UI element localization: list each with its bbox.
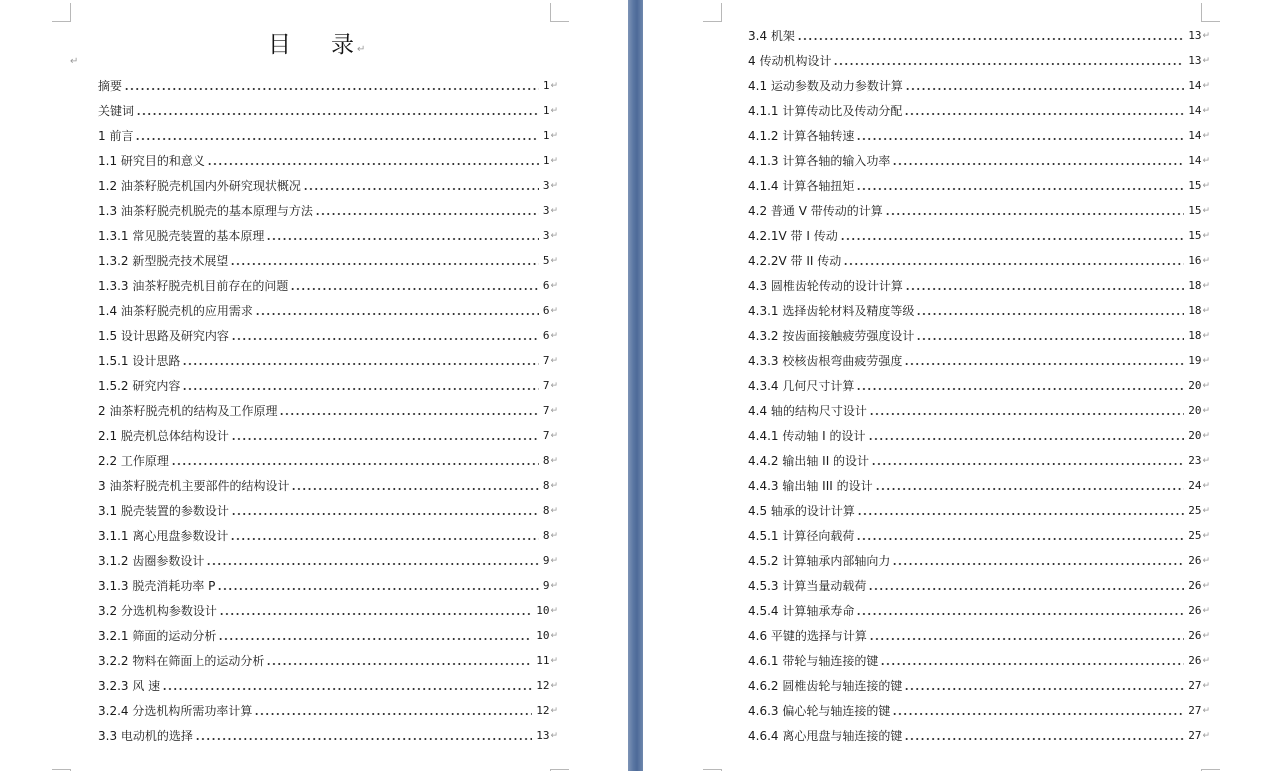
toc-entry-label: 1.5.2 研究内容 xyxy=(98,379,181,393)
toc-entry-label: 3.1.1 离心甩盘参数设计 xyxy=(98,529,229,543)
toc-entry-page: 14 xyxy=(1188,79,1202,92)
paragraph-mark-icon: ↵ xyxy=(550,655,558,666)
toc-entry[interactable] xyxy=(98,573,558,598)
toc-entry[interactable] xyxy=(98,398,558,423)
toc-entry-label: 4.5.4 计算轴承寿命 xyxy=(748,604,855,618)
toc-dot-leader xyxy=(171,463,539,465)
toc-entry-label: 1.3 油茶籽脱壳机脱壳的基本原理与方法 xyxy=(98,204,313,218)
toc-entry-page: 27 xyxy=(1188,729,1202,742)
toc-entry-label: 4.2 普通 V 带传动的计算 xyxy=(748,204,883,218)
paragraph-mark-icon: ↵ xyxy=(1202,580,1210,591)
paragraph-mark-icon: ↵ xyxy=(1202,505,1210,516)
toc-entry-page: 6 xyxy=(542,329,550,342)
paragraph-mark-icon: ↵ xyxy=(1202,280,1210,291)
toc-entry-page: 10 xyxy=(536,604,550,617)
toc-entry-page: 6 xyxy=(542,304,550,317)
toc-entry-page: 7 xyxy=(542,429,550,442)
paragraph-mark-icon: ↵ xyxy=(550,255,558,266)
toc-entry[interactable] xyxy=(98,623,558,648)
paragraph-mark-icon: ↵ xyxy=(550,530,558,541)
paragraph-mark-icon: ↵ xyxy=(1202,330,1210,341)
toc-entry-page: 24 xyxy=(1188,479,1202,492)
paragraph-mark-icon: ↵ xyxy=(1202,355,1210,366)
toc-entry-label: 4.1 运动参数及动力参数计算 xyxy=(748,79,903,93)
toc-entry-label: 4.1.4 计算各轴扭矩 xyxy=(748,179,855,193)
toc-entry[interactable] xyxy=(98,198,558,223)
toc-dot-leader xyxy=(856,138,1184,140)
toc-entry-page: 15 xyxy=(1188,229,1202,242)
toc-entry[interactable] xyxy=(98,323,558,348)
toc-dot-leader xyxy=(856,188,1184,190)
toc-entry-page: 26 xyxy=(1188,579,1202,592)
toc-dot-leader xyxy=(195,738,532,740)
toc-dot-leader xyxy=(871,463,1184,465)
toc-entry-label: 4.3.1 选择齿轮材料及精度等级 xyxy=(748,304,915,318)
toc-entry[interactable] xyxy=(748,48,1210,73)
paragraph-mark-icon: ↵ xyxy=(550,705,558,716)
toc-dot-leader xyxy=(892,713,1184,715)
toc-entry-label: 4.6.3 偏心轮与轴连接的键 xyxy=(748,704,891,718)
toc-dot-leader xyxy=(136,113,539,115)
toc-entry-label: 1.1 研究目的和意义 xyxy=(98,154,205,168)
paragraph-mark-icon: ↵ xyxy=(550,280,558,291)
paragraph-mark-icon: ↵ xyxy=(1202,205,1210,216)
toc-entry[interactable] xyxy=(748,473,1210,498)
toc-entry[interactable] xyxy=(98,123,558,148)
toc-dot-leader xyxy=(856,538,1184,540)
toc-entry[interactable] xyxy=(748,398,1210,423)
toc-entry-page: 8 xyxy=(542,454,550,467)
toc-dot-leader xyxy=(266,663,532,665)
toc-entry-page: 5 xyxy=(542,254,550,267)
toc-dot-leader xyxy=(904,738,1184,740)
toc-entry[interactable] xyxy=(98,698,558,723)
paragraph-mark-icon: ↵ xyxy=(1202,680,1210,691)
paragraph-mark-icon: ↵ xyxy=(550,305,558,316)
toc-dot-leader xyxy=(303,188,539,190)
toc-entry-label: 1.5 设计思路及研究内容 xyxy=(98,329,229,343)
toc-entry[interactable] xyxy=(748,698,1210,723)
toc-dot-leader xyxy=(255,313,539,315)
toc-entry-page: 25 xyxy=(1188,504,1202,517)
toc-entry[interactable] xyxy=(748,123,1210,148)
toc-dot-leader xyxy=(162,688,532,690)
toc-dot-leader xyxy=(207,163,539,165)
toc-entry-label: 3.1.2 齿圈参数设计 xyxy=(98,554,205,568)
toc-entry-page: 3 xyxy=(542,229,550,242)
toc-entry[interactable] xyxy=(98,448,558,473)
toc-entry[interactable] xyxy=(98,98,558,123)
toc-title xyxy=(268,26,365,59)
toc-entry[interactable] xyxy=(98,173,558,198)
paragraph-mark-icon: ↵ xyxy=(1202,455,1210,466)
paragraph-mark-icon: ↵ xyxy=(1202,405,1210,416)
toc-entry-page: 27 xyxy=(1188,704,1202,717)
toc-dot-leader xyxy=(885,213,1184,215)
toc-entry-page: 8 xyxy=(542,529,550,542)
page-gutter xyxy=(628,0,643,771)
toc-entry-page: 7 xyxy=(542,379,550,392)
paragraph-mark-icon: ↵ xyxy=(550,380,558,391)
toc-entry-label: 关键词 xyxy=(98,104,135,118)
toc-entry-page: 9 xyxy=(542,579,550,592)
toc-dot-leader xyxy=(315,213,539,215)
toc-entry[interactable] xyxy=(98,348,558,373)
toc-entry[interactable] xyxy=(748,648,1210,673)
toc-dot-leader xyxy=(833,63,1184,65)
toc-entry-page: 14 xyxy=(1188,104,1202,117)
toc-entry[interactable] xyxy=(748,523,1210,548)
toc-entry-label: 4.2.1V 带 I 传动 xyxy=(748,229,838,243)
toc-entry-label: 3.2.1 筛面的运动分析 xyxy=(98,629,217,643)
toc-dot-leader xyxy=(916,313,1184,315)
toc-entry-label: 3.2.2 物料在筛面上的运动分析 xyxy=(98,654,265,668)
toc-entry[interactable] xyxy=(748,298,1210,323)
paragraph-mark-icon: ↵ xyxy=(550,630,558,641)
toc-dot-leader xyxy=(217,588,538,590)
toc-entry[interactable] xyxy=(748,623,1210,648)
toc-dot-leader xyxy=(904,363,1184,365)
toc-list-right xyxy=(748,23,1210,748)
toc-dot-leader xyxy=(875,488,1185,490)
toc-entry-label: 4.6.4 离心甩盘与轴连接的键 xyxy=(748,729,903,743)
paragraph-mark-icon: ↵ xyxy=(1202,430,1210,441)
toc-dot-leader xyxy=(904,688,1184,690)
toc-entry-label: 1.5.1 设计思路 xyxy=(98,354,181,368)
toc-dot-leader xyxy=(892,163,1184,165)
paragraph-mark-icon: ↵ xyxy=(1202,180,1210,191)
toc-entry[interactable] xyxy=(748,373,1210,398)
paragraph-mark-icon: ↵ xyxy=(70,56,79,67)
toc-dot-leader xyxy=(231,338,539,340)
toc-dot-leader xyxy=(135,138,538,140)
toc-entry-label: 4.5.3 计算当量动载荷 xyxy=(748,579,867,593)
toc-dot-leader xyxy=(254,713,532,715)
toc-entry[interactable] xyxy=(748,448,1210,473)
toc-entry-page: 10 xyxy=(536,629,550,642)
toc-entry-label: 1.3.3 油茶籽脱壳机目前存在的问题 xyxy=(98,279,289,293)
toc-entry-page: 18 xyxy=(1188,279,1202,292)
toc-entry-page: 7 xyxy=(542,404,550,417)
toc-dot-leader xyxy=(869,638,1184,640)
toc-entry[interactable] xyxy=(98,273,558,298)
toc-entry-page: 6 xyxy=(542,279,550,292)
toc-entry-page: 12 xyxy=(536,704,550,717)
toc-entry-page: 8 xyxy=(542,479,550,492)
toc-entry[interactable] xyxy=(98,148,558,173)
paragraph-mark-icon: ↵ xyxy=(1202,530,1210,541)
toc-entry-page: 13 xyxy=(1188,29,1202,42)
toc-entry-label: 3.1 脱壳装置的参数设计 xyxy=(98,504,229,518)
toc-entry[interactable] xyxy=(748,73,1210,98)
toc-entry-page: 8 xyxy=(542,504,550,517)
crop-mark-top-left xyxy=(703,3,722,22)
toc-entry-label: 3.3 电动机的选择 xyxy=(98,729,193,743)
toc-entry[interactable] xyxy=(98,223,558,248)
toc-entry-label: 4.1.1 计算传动比及传动分配 xyxy=(748,104,903,118)
paragraph-mark-icon: ↵ xyxy=(550,455,558,466)
toc-title-char-2: 录 xyxy=(331,32,356,58)
toc-entry-page: 1 xyxy=(542,154,550,167)
toc-entry-page: 15 xyxy=(1188,179,1202,192)
paragraph-mark-icon: ↵ xyxy=(1202,130,1210,141)
toc-dot-leader xyxy=(869,413,1184,415)
paragraph-mark-icon: ↵ xyxy=(1202,480,1210,491)
toc-dot-leader xyxy=(218,638,532,640)
toc-dot-leader xyxy=(206,563,538,565)
toc-entry-label: 4.4.1 传动轴 I 的设计 xyxy=(748,429,866,443)
toc-entry-label: 4.6.2 圆椎齿轮与轴连接的键 xyxy=(748,679,903,693)
toc-entry[interactable] xyxy=(98,723,558,748)
toc-entry-page: 23 xyxy=(1188,454,1202,467)
paragraph-mark-icon: ↵ xyxy=(550,505,558,516)
toc-entry-page: 1 xyxy=(542,79,550,92)
toc-entry[interactable] xyxy=(748,323,1210,348)
paragraph-mark-icon: ↵ xyxy=(1202,255,1210,266)
toc-dot-leader xyxy=(880,663,1184,665)
toc-entry-label: 摘要 xyxy=(98,79,123,93)
toc-entry-page: 20 xyxy=(1188,404,1202,417)
paragraph-mark-icon: ↵ xyxy=(550,405,558,416)
paragraph-mark-icon: ↵ xyxy=(550,105,558,116)
toc-entry-label: 3 油茶籽脱壳机主要部件的结构设计 xyxy=(98,479,290,493)
paragraph-mark-icon: ↵ xyxy=(550,180,558,191)
toc-entry-page: 13 xyxy=(536,729,550,742)
paragraph-mark-icon: ↵ xyxy=(1202,605,1210,616)
toc-entry[interactable] xyxy=(748,723,1210,748)
paragraph-mark-icon: ↵ xyxy=(1202,380,1210,391)
toc-entry[interactable] xyxy=(748,98,1210,123)
toc-entry-page: 3 xyxy=(542,179,550,192)
paragraph-mark-icon: ↵ xyxy=(357,44,366,55)
paragraph-mark-icon: ↵ xyxy=(550,680,558,691)
toc-entry[interactable] xyxy=(748,223,1210,248)
paragraph-mark-icon: ↵ xyxy=(1202,155,1210,166)
toc-dot-leader xyxy=(905,288,1184,290)
toc-dot-leader xyxy=(904,113,1184,115)
toc-entry-label: 3.2.4 分选机构所需功率计算 xyxy=(98,704,253,718)
toc-entry-label: 1.4 油茶籽脱壳机的应用需求 xyxy=(98,304,253,318)
paragraph-mark-icon: ↵ xyxy=(550,480,558,491)
toc-dot-leader xyxy=(840,238,1184,240)
toc-entry-page: 7 xyxy=(542,354,550,367)
toc-dot-leader xyxy=(231,438,539,440)
toc-entry-page: 13 xyxy=(1188,54,1202,67)
toc-entry-label: 1 前言 xyxy=(98,129,134,143)
toc-dot-leader xyxy=(182,388,538,390)
toc-entry[interactable] xyxy=(748,273,1210,298)
toc-entry-label: 4.5.1 计算径向载荷 xyxy=(748,529,855,543)
paragraph-mark-icon: ↵ xyxy=(550,330,558,341)
toc-entry[interactable] xyxy=(98,548,558,573)
toc-dot-leader xyxy=(231,513,539,515)
toc-entry-page: 20 xyxy=(1188,429,1202,442)
paragraph-mark-icon: ↵ xyxy=(550,230,558,241)
toc-entry[interactable] xyxy=(748,573,1210,598)
toc-entry-label: 4.2.2V 带 II 传动 xyxy=(748,254,842,268)
paragraph-mark-icon: ↵ xyxy=(1202,80,1210,91)
paragraph-mark-icon: ↵ xyxy=(1202,630,1210,641)
toc-entry-page: 26 xyxy=(1188,629,1202,642)
toc-entry[interactable] xyxy=(98,473,558,498)
toc-entry-label: 4.3.2 按齿面接触疲劳强度设计 xyxy=(748,329,915,343)
toc-entry-page: 9 xyxy=(542,554,550,567)
toc-entry[interactable] xyxy=(748,498,1210,523)
toc-title-char-1: 目 xyxy=(268,32,293,58)
toc-entry[interactable] xyxy=(748,23,1210,48)
toc-entry-page: 26 xyxy=(1188,554,1202,567)
toc-entry[interactable] xyxy=(98,73,558,98)
toc-entry-page: 26 xyxy=(1188,604,1202,617)
toc-entry[interactable] xyxy=(748,673,1210,698)
toc-dot-leader xyxy=(916,338,1184,340)
paragraph-mark-icon: ↵ xyxy=(1202,705,1210,716)
toc-list-left xyxy=(98,73,558,748)
toc-entry[interactable] xyxy=(748,348,1210,373)
toc-dot-leader xyxy=(797,38,1184,40)
paragraph-mark-icon: ↵ xyxy=(550,730,558,741)
paragraph-mark-icon: ↵ xyxy=(550,355,558,366)
toc-entry-label: 4.5.2 计算轴承内部轴向力 xyxy=(748,554,891,568)
paragraph-mark-icon: ↵ xyxy=(550,555,558,566)
toc-dot-leader xyxy=(266,238,538,240)
toc-entry-label: 4.3.4 几何尺寸计算 xyxy=(748,379,855,393)
toc-entry-label: 1.3.2 新型脱壳技术展望 xyxy=(98,254,229,268)
toc-entry-label: 1.2 油茶籽脱壳机国内外研究现状概况 xyxy=(98,179,301,193)
page-left xyxy=(0,0,628,771)
toc-entry[interactable] xyxy=(98,248,558,273)
toc-entry-label: 3.1.3 脱壳消耗功率 P xyxy=(98,579,216,593)
toc-entry-label: 3.2.3 风 速 xyxy=(98,679,161,693)
toc-entry-page: 18 xyxy=(1188,304,1202,317)
toc-entry-page: 16 xyxy=(1188,254,1202,267)
paragraph-mark-icon: ↵ xyxy=(550,205,558,216)
toc-dot-leader xyxy=(857,513,1184,515)
toc-entry[interactable] xyxy=(748,548,1210,573)
toc-entry-page: 15 xyxy=(1188,204,1202,217)
toc-entry-label: 2.2 工作原理 xyxy=(98,454,169,468)
toc-entry-label: 4.3.3 校核齿根弯曲疲劳强度 xyxy=(748,354,903,368)
toc-entry-label: 4.3 圆椎齿轮传动的设计计算 xyxy=(748,279,903,293)
toc-entry-label: 4.5 轴承的设计计算 xyxy=(748,504,855,518)
toc-entry-page: 18 xyxy=(1188,329,1202,342)
crop-mark-top-right xyxy=(550,3,569,22)
paragraph-mark-icon: ↵ xyxy=(1202,555,1210,566)
toc-entry[interactable] xyxy=(748,423,1210,448)
toc-entry-label: 2 油茶籽脱壳机的结构及工作原理 xyxy=(98,404,278,418)
toc-dot-leader xyxy=(892,563,1184,565)
toc-entry-page: 1 xyxy=(542,104,550,117)
paragraph-mark-icon: ↵ xyxy=(1202,305,1210,316)
toc-dot-leader xyxy=(856,388,1184,390)
toc-entry-label: 4.4.3 输出轴 III 的设计 xyxy=(748,479,873,493)
crop-mark-top-left xyxy=(52,3,71,22)
paragraph-mark-icon: ↵ xyxy=(1202,30,1210,41)
toc-dot-leader xyxy=(230,263,538,265)
paragraph-mark-icon: ↵ xyxy=(550,605,558,616)
toc-dot-leader xyxy=(868,438,1185,440)
toc-dot-leader xyxy=(868,588,1184,590)
toc-entry[interactable] xyxy=(98,298,558,323)
toc-entry-page: 11 xyxy=(536,654,550,667)
toc-entry[interactable] xyxy=(748,173,1210,198)
toc-entry[interactable] xyxy=(98,373,558,398)
toc-entry[interactable] xyxy=(98,673,558,698)
toc-entry-page: 3 xyxy=(542,204,550,217)
toc-entry-page: 27 xyxy=(1188,679,1202,692)
toc-dot-leader xyxy=(279,413,538,415)
toc-entry-label: 2.1 脱壳机总体结构设计 xyxy=(98,429,229,443)
paragraph-mark-icon: ↵ xyxy=(550,580,558,591)
toc-entry-label: 4.6.1 带轮与轴连接的键 xyxy=(748,654,879,668)
paragraph-mark-icon: ↵ xyxy=(1202,105,1210,116)
toc-entry-label: 4.6 平键的选择与计算 xyxy=(748,629,867,643)
toc-entry[interactable] xyxy=(98,423,558,448)
toc-entry-label: 4.4 轴的结构尺寸设计 xyxy=(748,404,867,418)
paragraph-mark-icon: ↵ xyxy=(1202,55,1210,66)
toc-entry[interactable] xyxy=(748,148,1210,173)
toc-entry-page: 14 xyxy=(1188,129,1202,142)
paragraph-mark-icon: ↵ xyxy=(1202,730,1210,741)
toc-entry[interactable] xyxy=(98,598,558,623)
toc-entry[interactable] xyxy=(748,248,1210,273)
toc-dot-leader xyxy=(124,88,539,90)
crop-mark-top-right xyxy=(1201,3,1220,22)
toc-entry-page: 26 xyxy=(1188,654,1202,667)
toc-entry-page: 12 xyxy=(536,679,550,692)
toc-entry-page: 20 xyxy=(1188,379,1202,392)
toc-entry[interactable] xyxy=(98,523,558,548)
paragraph-mark-icon: ↵ xyxy=(1202,230,1210,241)
paragraph-mark-icon: ↵ xyxy=(550,80,558,91)
toc-entry[interactable] xyxy=(748,198,1210,223)
toc-dot-leader xyxy=(219,613,532,615)
toc-dot-leader xyxy=(905,88,1184,90)
toc-entry-label: 3.4 机架 xyxy=(748,29,795,43)
toc-entry-page: 25 xyxy=(1188,529,1202,542)
toc-dot-leader xyxy=(182,363,538,365)
paragraph-mark-icon: ↵ xyxy=(550,130,558,141)
toc-entry-label: 4 传动机构设计 xyxy=(748,54,832,68)
paragraph-mark-icon: ↵ xyxy=(1202,655,1210,666)
toc-entry-label: 4.4.2 输出轴 II 的设计 xyxy=(748,454,870,468)
toc-entry[interactable] xyxy=(748,598,1210,623)
toc-entry-label: 3.2 分选机构参数设计 xyxy=(98,604,217,618)
paragraph-mark-icon: ↵ xyxy=(550,430,558,441)
toc-dot-leader xyxy=(856,613,1184,615)
toc-dot-leader xyxy=(843,263,1184,265)
toc-dot-leader xyxy=(230,538,538,540)
paragraph-mark-icon: ↵ xyxy=(550,155,558,166)
toc-entry[interactable] xyxy=(98,498,558,523)
toc-entry-label: 4.1.3 计算各轴的输入功率 xyxy=(748,154,891,168)
toc-entry-page: 1 xyxy=(542,129,550,142)
toc-dot-leader xyxy=(291,488,538,490)
toc-entry-label: 4.1.2 计算各轴转速 xyxy=(748,129,855,143)
toc-dot-leader xyxy=(290,288,538,290)
toc-entry-page: 19 xyxy=(1188,354,1202,367)
toc-entry-label: 1.3.1 常见脱壳装置的基本原理 xyxy=(98,229,265,243)
toc-entry-page: 14 xyxy=(1188,154,1202,167)
toc-entry[interactable] xyxy=(98,648,558,673)
